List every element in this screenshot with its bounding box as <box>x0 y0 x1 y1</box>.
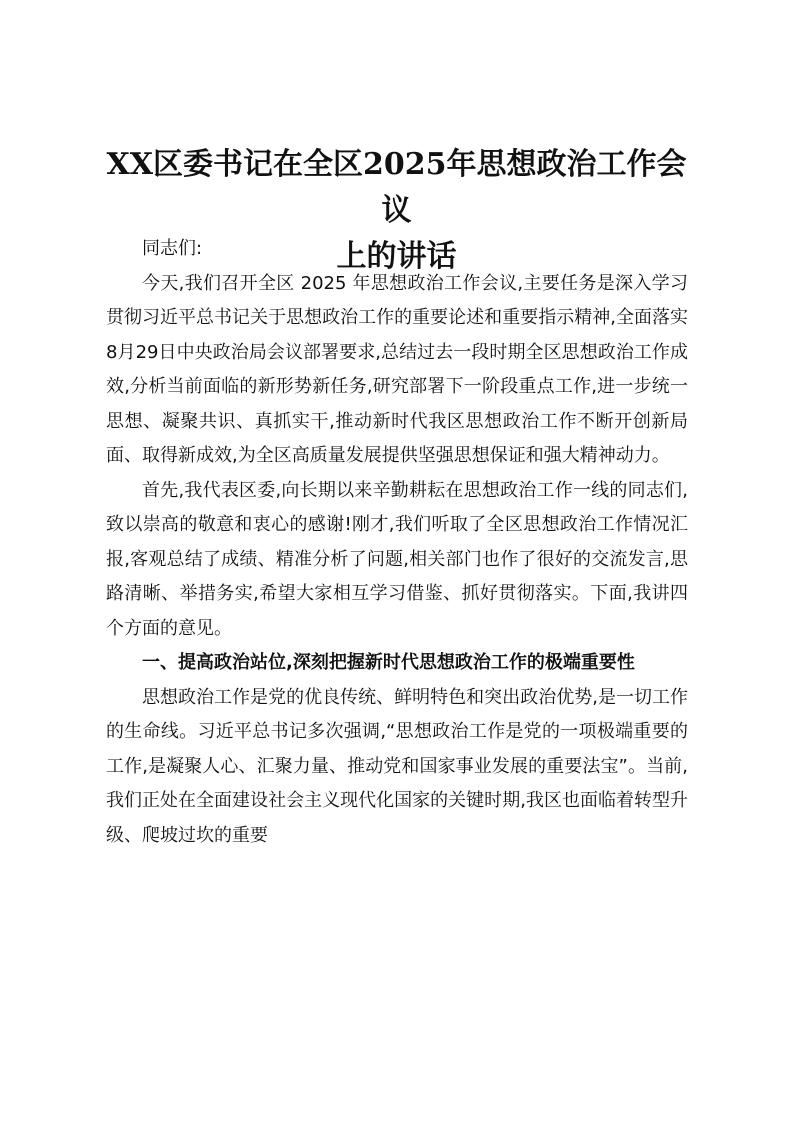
document-body <box>106 232 688 853</box>
section-1-heading: 一、提高政治站位,深刻把握新时代思想政治工作的极端重要性 <box>142 652 635 673</box>
paragraph-intro: 今天,我们召开全区 2025 年思想政治工作会议,主要任务是深入学习贯彻习近平总书记关于思想政治工作的重要论述和重要指示精神,全面落实8月29日中央政治局会议部署要求,总结过去一段时期全区思想政治工作成效,分析当前面临的新形势新任务,研究部署下一阶段重点工作,进一步统一思想、凝聚共识、真抓实干,推动新时代我区思想政治工作不断开创新局面、取得新成效,为全区高质量发展提供坚强思想保证和强大精神动力。 <box>106 272 688 466</box>
salutation: 同志们: <box>142 238 203 259</box>
title-line-1: XX区委书记在全区2025年思想政治工作会议 <box>106 147 687 228</box>
paragraph-thanks: 首先,我代表区委,向长期以来辛勤耕耘在思想政治工作一线的同志们,致以崇高的敬意和衷心的感谢!刚才,我们听取了全区思想政治工作情况汇报,客观总结了成绩、精准分析了问题,相关部门也作了很好的交流发言,思路清晰、举措务实,希望大家相互学习借鉴、抓好贯彻落实。下面,我讲四个方面的意见。 <box>106 479 688 639</box>
title-line-2: 上的讲话 <box>336 239 457 274</box>
section-1-paragraph: 思想政治工作是党的优良传统、鲜明特色和突出政治优势,是一切工作的生命线。习近平总书记多次强调,“思想政治工作是党的一项极端重要的工作,是凝聚人心、汇聚力量、推动党和国家事业发展的重要法宝”。当前,我们正处在全面建设社会主义现代化国家的关键时期,我区也面临着转型升级、爬坡过坎的重要 <box>106 686 688 846</box>
